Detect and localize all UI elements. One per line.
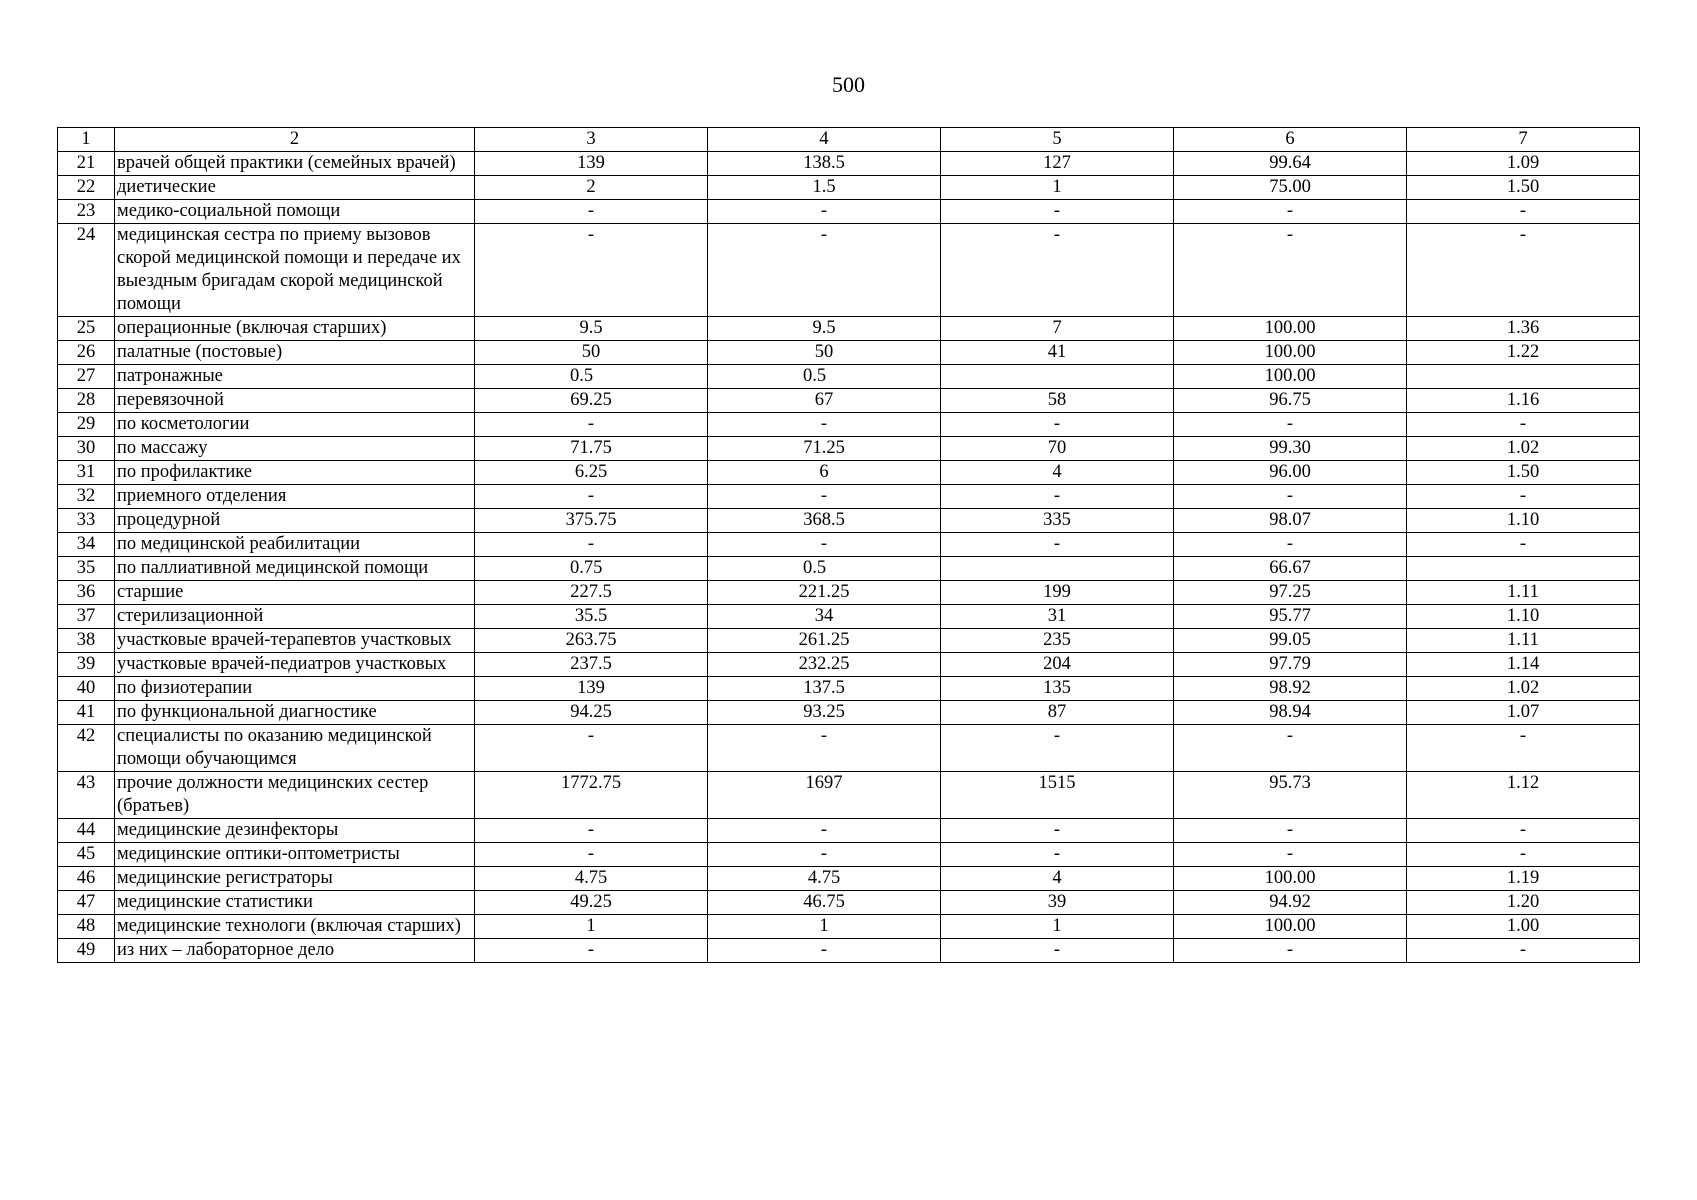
position-name: процедурной [115,509,475,533]
row-number: 46 [58,867,115,891]
value-col-3: 6.25 [475,461,708,485]
value-col-6: - [1174,725,1407,772]
value-col-4: 138.5 [708,152,941,176]
table-header-row [58,128,1640,152]
position-name: по массажу [115,437,475,461]
table-row [58,200,1640,224]
value-col-6: 94.92 [1174,891,1407,915]
row-number: 32 [58,485,115,509]
row-number: 28 [58,389,115,413]
value-col-3: 0.5 [475,365,708,389]
value-col-7: 1.02 [1407,677,1640,701]
value-col-3: 9.5 [475,317,708,341]
value-col-7: 1.36 [1407,317,1640,341]
value-col-3: 2 [475,176,708,200]
page-number: 500 [832,72,865,97]
value-col-6: - [1174,485,1407,509]
value-col-4: 221.25 [708,581,941,605]
value-col-4: - [708,200,941,224]
value-col-3: 69.25 [475,389,708,413]
value-col-7: 1.50 [1407,461,1640,485]
value-col-5: 204 [941,653,1174,677]
value-col-7: - [1407,224,1640,317]
value-col-4: - [708,725,941,772]
value-col-7: 1.50 [1407,176,1640,200]
value-col-4: 50 [708,341,941,365]
value-col-5: 1 [941,915,1174,939]
value-col-5 [941,365,1174,389]
value-col-7: - [1407,725,1640,772]
value-col-7: - [1407,843,1640,867]
value-col-6: - [1174,843,1407,867]
table-row [58,176,1640,200]
table-row [58,437,1640,461]
value-col-4: - [708,843,941,867]
value-col-7: - [1407,819,1640,843]
position-name: медицинские статистики [115,891,475,915]
value-col-7 [1407,365,1640,389]
value-col-5: - [941,819,1174,843]
row-number: 23 [58,200,115,224]
value-col-7: 1.00 [1407,915,1640,939]
value-col-3: 1 [475,915,708,939]
value-col-3: - [475,485,708,509]
row-number: 43 [58,772,115,819]
table-row [58,725,1640,772]
value-col-4: 34 [708,605,941,629]
value-col-6: 99.30 [1174,437,1407,461]
header-col-3: 3 [475,128,708,152]
position-name: по функциональной диагностике [115,701,475,725]
position-name: участковые врачей-терапевтов участковых [115,629,475,653]
header-col-6: 6 [1174,128,1407,152]
row-number: 25 [58,317,115,341]
table-row [58,224,1640,317]
row-number: 44 [58,819,115,843]
value-col-6: 66.67 [1174,557,1407,581]
value-col-3: - [475,224,708,317]
value-col-5: - [941,413,1174,437]
value-col-5: 41 [941,341,1174,365]
value-col-7: 1.12 [1407,772,1640,819]
value-col-4: - [708,819,941,843]
position-name: специалисты по оказанию медицинской помощи обучающимся [115,725,475,772]
row-number: 24 [58,224,115,317]
value-col-6: 100.00 [1174,867,1407,891]
table-row [58,341,1640,365]
value-col-6: 99.05 [1174,629,1407,653]
value-col-7: - [1407,485,1640,509]
position-name: по медицинской реабилитации [115,533,475,557]
value-col-5: - [941,485,1174,509]
position-name: медицинские дезинфекторы [115,819,475,843]
row-number: 40 [58,677,115,701]
value-col-7: - [1407,533,1640,557]
value-col-6: - [1174,533,1407,557]
value-col-7 [1407,557,1640,581]
value-col-5 [941,557,1174,581]
position-name: старшие [115,581,475,605]
value-col-5: 70 [941,437,1174,461]
value-col-4: 368.5 [708,509,941,533]
header-col-2: 2 [115,128,475,152]
value-col-3: 227.5 [475,581,708,605]
position-name: диетические [115,176,475,200]
value-col-4: 0.5 [708,365,941,389]
row-number: 33 [58,509,115,533]
value-col-6: 98.07 [1174,509,1407,533]
staffing-table [57,127,1640,963]
row-number: 42 [58,725,115,772]
value-col-6: - [1174,200,1407,224]
table-row [58,581,1640,605]
value-col-4: 4.75 [708,867,941,891]
value-col-3: 49.25 [475,891,708,915]
value-col-6: 98.92 [1174,677,1407,701]
row-number: 36 [58,581,115,605]
value-col-7: - [1407,413,1640,437]
value-col-3: 71.75 [475,437,708,461]
value-col-3: 4.75 [475,867,708,891]
header-col-5: 5 [941,128,1174,152]
row-number: 49 [58,939,115,963]
value-col-6: - [1174,413,1407,437]
value-col-5: - [941,533,1174,557]
value-col-5: - [941,224,1174,317]
value-col-5: 4 [941,461,1174,485]
value-col-6: 95.77 [1174,605,1407,629]
value-col-4: 67 [708,389,941,413]
value-col-4: - [708,413,941,437]
table-row [58,389,1640,413]
value-col-4: 1 [708,915,941,939]
value-col-7: 1.10 [1407,509,1640,533]
position-name: перевязочной [115,389,475,413]
value-col-6: - [1174,224,1407,317]
value-col-5: 1515 [941,772,1174,819]
value-col-6: 95.73 [1174,772,1407,819]
value-col-5: - [941,843,1174,867]
value-col-5: - [941,725,1174,772]
value-col-5: 39 [941,891,1174,915]
position-name: по паллиативной медицинской помощи [115,557,475,581]
value-col-6: 96.00 [1174,461,1407,485]
row-number: 35 [58,557,115,581]
table-row [58,365,1640,389]
value-col-4: 9.5 [708,317,941,341]
row-number: 39 [58,653,115,677]
row-number: 37 [58,605,115,629]
table-body [58,128,1640,963]
value-col-3: 139 [475,152,708,176]
value-col-3: - [475,843,708,867]
value-col-3: - [475,200,708,224]
header-col-1: 1 [58,128,115,152]
table-row [58,557,1640,581]
value-col-4: 6 [708,461,941,485]
row-number: 45 [58,843,115,867]
table-row [58,317,1640,341]
value-col-3: 50 [475,341,708,365]
value-col-7: - [1407,939,1640,963]
value-col-4: 261.25 [708,629,941,653]
table-row [58,461,1640,485]
value-col-6: 100.00 [1174,341,1407,365]
value-col-7: 1.11 [1407,581,1640,605]
table-row [58,152,1640,176]
value-col-5: 1 [941,176,1174,200]
value-col-6: 99.64 [1174,152,1407,176]
table-row [58,413,1640,437]
value-col-3: - [475,725,708,772]
row-number: 21 [58,152,115,176]
position-name: медико-социальной помощи [115,200,475,224]
row-number: 29 [58,413,115,437]
table-row [58,677,1640,701]
position-name: операционные (включая старших) [115,317,475,341]
position-name: врачей общей практики (семейных врачей) [115,152,475,176]
value-col-6: 97.79 [1174,653,1407,677]
value-col-7: 1.20 [1407,891,1640,915]
table-row [58,701,1640,725]
position-name: палатные (постовые) [115,341,475,365]
value-col-5: 58 [941,389,1174,413]
table-row [58,653,1640,677]
value-col-3: - [475,413,708,437]
value-col-3: - [475,819,708,843]
row-number: 22 [58,176,115,200]
value-col-4: 232.25 [708,653,941,677]
value-col-5: - [941,939,1174,963]
table-row [58,629,1640,653]
value-col-7: 1.02 [1407,437,1640,461]
value-col-3: 1772.75 [475,772,708,819]
value-col-7: 1.07 [1407,701,1640,725]
table-row [58,843,1640,867]
table-row [58,533,1640,557]
value-col-4: 93.25 [708,701,941,725]
value-col-3: 375.75 [475,509,708,533]
table-row [58,939,1640,963]
row-number: 31 [58,461,115,485]
header-col-7: 7 [1407,128,1640,152]
table-row [58,605,1640,629]
value-col-3: 263.75 [475,629,708,653]
value-col-5: 199 [941,581,1174,605]
value-col-3: 35.5 [475,605,708,629]
value-col-6: 97.25 [1174,581,1407,605]
value-col-7: 1.22 [1407,341,1640,365]
table-row [58,867,1640,891]
value-col-6: - [1174,939,1407,963]
value-col-6: 100.00 [1174,915,1407,939]
value-col-4: 1.5 [708,176,941,200]
table-row [58,819,1640,843]
value-col-6: 75.00 [1174,176,1407,200]
value-col-3: 139 [475,677,708,701]
row-number: 38 [58,629,115,653]
value-col-6: 96.75 [1174,389,1407,413]
row-number: 30 [58,437,115,461]
position-name: по профилактике [115,461,475,485]
row-number: 34 [58,533,115,557]
value-col-6: 100.00 [1174,317,1407,341]
value-col-5: 4 [941,867,1174,891]
position-name: по физиотерапии [115,677,475,701]
position-name: приемного отделения [115,485,475,509]
header-col-4: 4 [708,128,941,152]
value-col-4: 71.25 [708,437,941,461]
value-col-6: - [1174,819,1407,843]
value-col-5: 31 [941,605,1174,629]
value-col-4: - [708,533,941,557]
value-col-5: 335 [941,509,1174,533]
value-col-4: 46.75 [708,891,941,915]
value-col-7: 1.19 [1407,867,1640,891]
value-col-7: - [1407,200,1640,224]
position-name: патронажные [115,365,475,389]
position-name: медицинская сестра по приему вызовов скорой медицинской помощи и передаче их выездным бригадам скорой медицинской помощи [115,224,475,317]
value-col-5: 135 [941,677,1174,701]
value-col-4: - [708,939,941,963]
position-name: медицинские оптики-оптометристы [115,843,475,867]
position-name: участковые врачей-педиатров участковых [115,653,475,677]
position-name: прочие должности медицинских сестер (братьев) [115,772,475,819]
value-col-6: 100.00 [1174,365,1407,389]
position-name: по косметологии [115,413,475,437]
row-number: 27 [58,365,115,389]
table-row [58,891,1640,915]
value-col-4: 137.5 [708,677,941,701]
table-row [58,485,1640,509]
row-number: 41 [58,701,115,725]
value-col-3: 94.25 [475,701,708,725]
table-row [58,772,1640,819]
value-col-4: 0.5 [708,557,941,581]
row-number: 48 [58,915,115,939]
value-col-5: - [941,200,1174,224]
position-name: медицинские технологи (включая старших) [115,915,475,939]
value-col-7: 1.16 [1407,389,1640,413]
value-col-7: 1.09 [1407,152,1640,176]
row-number: 26 [58,341,115,365]
value-col-7: 1.10 [1407,605,1640,629]
table-row [58,509,1640,533]
value-col-6: 98.94 [1174,701,1407,725]
value-col-3: - [475,939,708,963]
value-col-3: - [475,533,708,557]
value-col-5: 235 [941,629,1174,653]
value-col-5: 7 [941,317,1174,341]
value-col-4: - [708,224,941,317]
value-col-3: 0.75 [475,557,708,581]
value-col-3: 237.5 [475,653,708,677]
row-number: 47 [58,891,115,915]
value-col-5: 127 [941,152,1174,176]
position-name: стерилизационной [115,605,475,629]
value-col-4: 1697 [708,772,941,819]
position-name: медицинские регистраторы [115,867,475,891]
table-row [58,915,1640,939]
value-col-7: 1.11 [1407,629,1640,653]
value-col-5: 87 [941,701,1174,725]
value-col-4: - [708,485,941,509]
value-col-7: 1.14 [1407,653,1640,677]
position-name: из них – лабораторное дело [115,939,475,963]
